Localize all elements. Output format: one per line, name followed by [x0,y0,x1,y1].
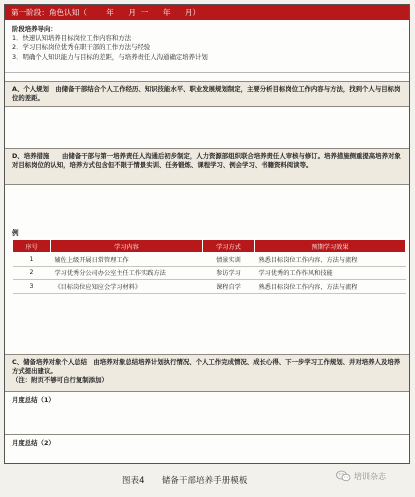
header-index: 序号 [13,240,51,253]
row-method: 参访学习 [203,266,255,280]
row-method: 课程自学 [203,280,255,294]
monthly-summary-1 [5,392,409,434]
stage-guidance [5,20,409,73]
table-blank [5,294,409,354]
training-manual-template [4,4,410,464]
row-content: 学习优秀分公司办公室主任工作实践方法 [51,266,203,280]
summary-text: C、储备培养对象个人总结 由培养对象总结培养计划执行情况、个人工作完成情况、成长心得、下一步学习工作规划、并对培养人及培养方式提出建议。 [12,357,401,375]
learning-plan-table [12,239,406,294]
personal-plan-text: A、个人规划 由储备干部结合个人工作经历、知识技能水平、职业发展规划制定，主要分析目标岗位工作内容与方法，找到个人与目标岗位的差距。 [12,85,401,103]
guidance-item: 2．学习目标岗位优秀在职干部的工作方法与经验 [12,43,151,52]
guidance-title: 阶段培养导向： [12,25,57,33]
summary-note: （注：附页不够可自行复制添加） [12,376,108,385]
watermark [336,470,386,482]
header-effect: 预期学习效果 [255,240,406,253]
table-row [13,280,406,294]
guidance-item: 1．快速认知培养目标岗位工作内容和方法 [12,34,132,43]
row-method: 情景实训 [203,253,255,267]
watermark-text: 培训杂志 [354,471,386,481]
personal-plan-section [5,81,409,107]
stage-title: 第一阶段：角色认知（ 年 月 一 年 月） [11,8,201,17]
table-row [13,266,406,280]
training-plan-section [5,148,409,185]
wechat-icon [336,470,351,482]
personal-plan-blank [5,107,409,148]
header-method: 学习方式 [203,240,255,253]
row-index: 2 [13,266,51,280]
guidance-item: 3．明确个人知识能力与目标的差距，与培养责任人沟通确定培养计划 [12,52,208,61]
row-effect: 学习优秀的工作作风和技能 [255,266,406,280]
summary-section [5,354,409,392]
training-plan-text: D、培养措施 由储备干部与第一培养责任人沟通后初步制定，人力资源部组织联合培养责任人审核与修订。培养措施侧重提高培养对象对目标岗位的认知，培养方式包含但不限于情景实训、任务锻炼、课程学习、例会学习、书籍资料阅读等。 [12,152,401,170]
example-label: 例 [12,229,19,237]
row-index: 1 [13,253,51,267]
row-effect: 熟悉目标岗位工作内容、方法与流程 [255,280,406,294]
row-index: 3 [13,280,51,294]
header-content: 学习内容 [51,240,203,253]
row-content: 《目标岗位应知应会学习材料》 [51,280,203,294]
row-effect: 熟悉目标岗位工作内容、方法与流程 [255,253,406,267]
row-content: 辅佐上级开展日常管理工作 [51,253,203,267]
training-plan-blank [5,185,409,225]
table-header-row [13,240,406,253]
monthly-summary-label: 月度总结（2） [12,438,55,447]
table-row [13,253,406,267]
monthly-summary-2 [5,434,409,472]
figure-caption: 图表4 储备干部培养手册模板 [122,475,248,485]
monthly-summary-label: 月度总结（1） [12,395,55,404]
stage-header [5,5,409,20]
